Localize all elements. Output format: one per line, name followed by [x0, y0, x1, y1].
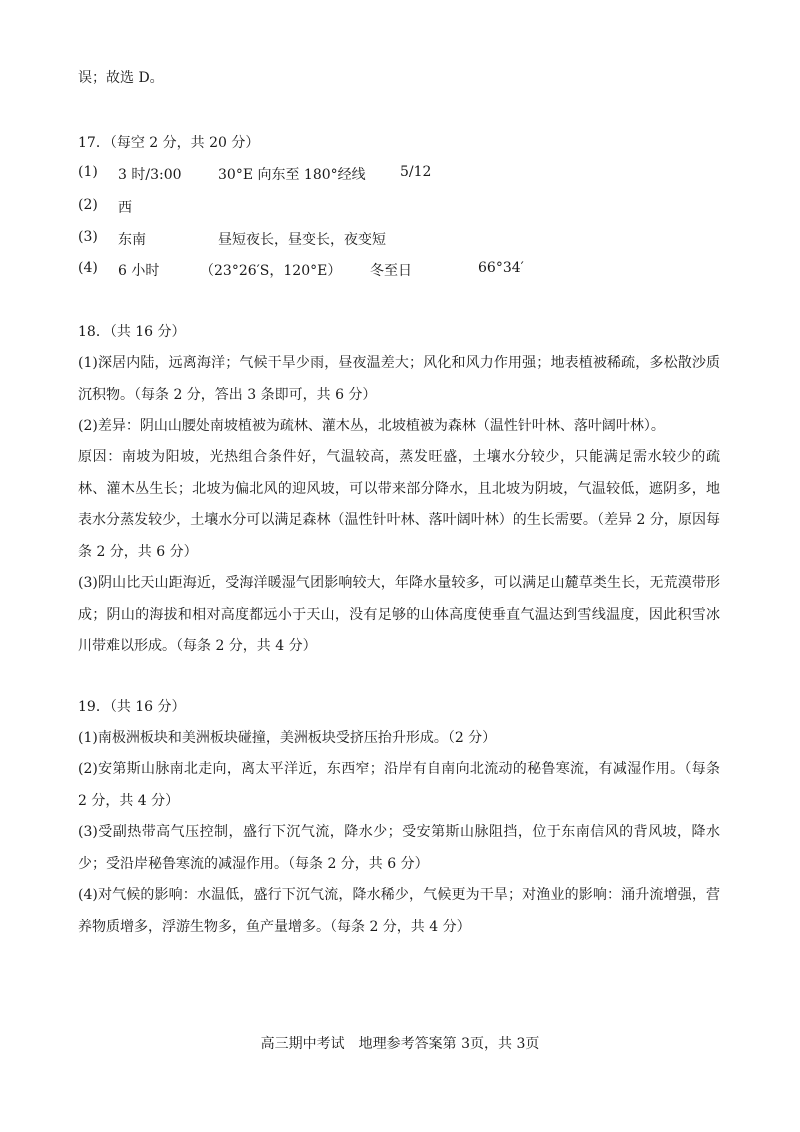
q17-answer-coordinates: （23°26′S，120°E）	[200, 263, 342, 279]
q19-part-1: (1)南极洲板块和美洲板块碰撞，美洲板块受挤压抬升形成。（2 分）	[78, 730, 497, 746]
q17-answer-southeast: 东南	[118, 232, 146, 248]
q17-answer-date: 5/12	[400, 164, 432, 180]
q19-part-3: (3)受副热带高气压控制，盛行下沉气流，降水少；受安第斯山脉阻挡，位于东南信风的背风坡，降水少；受沿岸秘鲁寒流的减湿作用。（每条 2 分，共 6 分）	[78, 824, 720, 872]
q19-part-4: (4)对气候的影响：水温低，盛行下沉气流，降水稀少，气候更为干旱；对渔业的影响：涌升流增强，营养物质增多，浮游生物多，鱼产量增多。（每条 2 分，共 4 分）	[78, 887, 720, 935]
q18-part-1: (1)深居内陆，远离海洋；气候干旱少雨，昼夜温差大；风化和风力作用强；地表植被稀疏，多松散沙质沉积物。（每条 2 分，答出 3 条即可，共 6 分）	[78, 355, 720, 403]
q17-answer-range: 30°E 向东至 180°经线	[218, 167, 366, 183]
q19-part-2: (2)安第斯山脉南北走向，离太平洋近，东西窄；沿岸有自南向北流动的秘鲁寒流，有减湿作用。（每条 2 分，共 4 分）	[78, 761, 720, 809]
page-footer: 高三期中考试 地理参考答案第 3页，共 3页	[260, 1036, 540, 1052]
intro-text: 误；故选 D。	[78, 70, 164, 86]
q17-answer-solstice: 冬至日	[370, 263, 412, 279]
q19-title: 19．（共 16 分）	[78, 699, 186, 715]
q17-row-2-number: (2)	[78, 197, 98, 213]
q17-answer-direction: 西	[118, 200, 132, 216]
q17-answer-hours: 6 小时	[118, 263, 160, 279]
q17-row-4-number: (4)	[78, 260, 98, 276]
q17-answer-daylength: 昼短夜长，昼变长，夜变短	[218, 232, 386, 248]
q18-part-3: (3)阴山比天山距海近，受海洋暖湿气团影响较大，年降水量较多，可以满足山麓草类生长，无荒漠带形成；阴山的海拔和相对高度都远小于天山，没有足够的山体高度使垂直气温达到雪线温度，因此积雪冰川带难以形成。（每条 2 分，共 4 分）	[78, 575, 720, 654]
q18-part-2-reason: 原因：南坡为阳坡，光热组合条件好，气温较高，蒸发旺盛，土壤水分较少，只能满足需水较少的疏林、灌木丛生长；北坡为偏北风的迎风坡，可以带来部分降水，且北坡为阴坡，气温较低，遮阴多，地表水分蒸发较少，土壤水分可以满足森林（温性针叶林、落叶阔叶林）的生长需要。（差异 2 分，原因每条 2 分，共 6 分）	[78, 449, 720, 560]
q17-title: 17．（每空 2 分，共 20 分）	[78, 135, 260, 151]
q17-row-3-number: (3)	[78, 229, 98, 245]
q18-title: 18．（共 16 分）	[78, 324, 186, 340]
q17-answer-latitude: 66°34′	[478, 260, 524, 276]
q17-row-1-number: (1)	[78, 164, 98, 180]
q18-part-2: (2)差异：阴山山腰处南坡植被为疏林、灌木丛，北坡植被为森林（温性针叶林、落叶阔叶林）。	[78, 418, 665, 434]
q17-answer-time: 3 时/3:00	[118, 167, 182, 183]
